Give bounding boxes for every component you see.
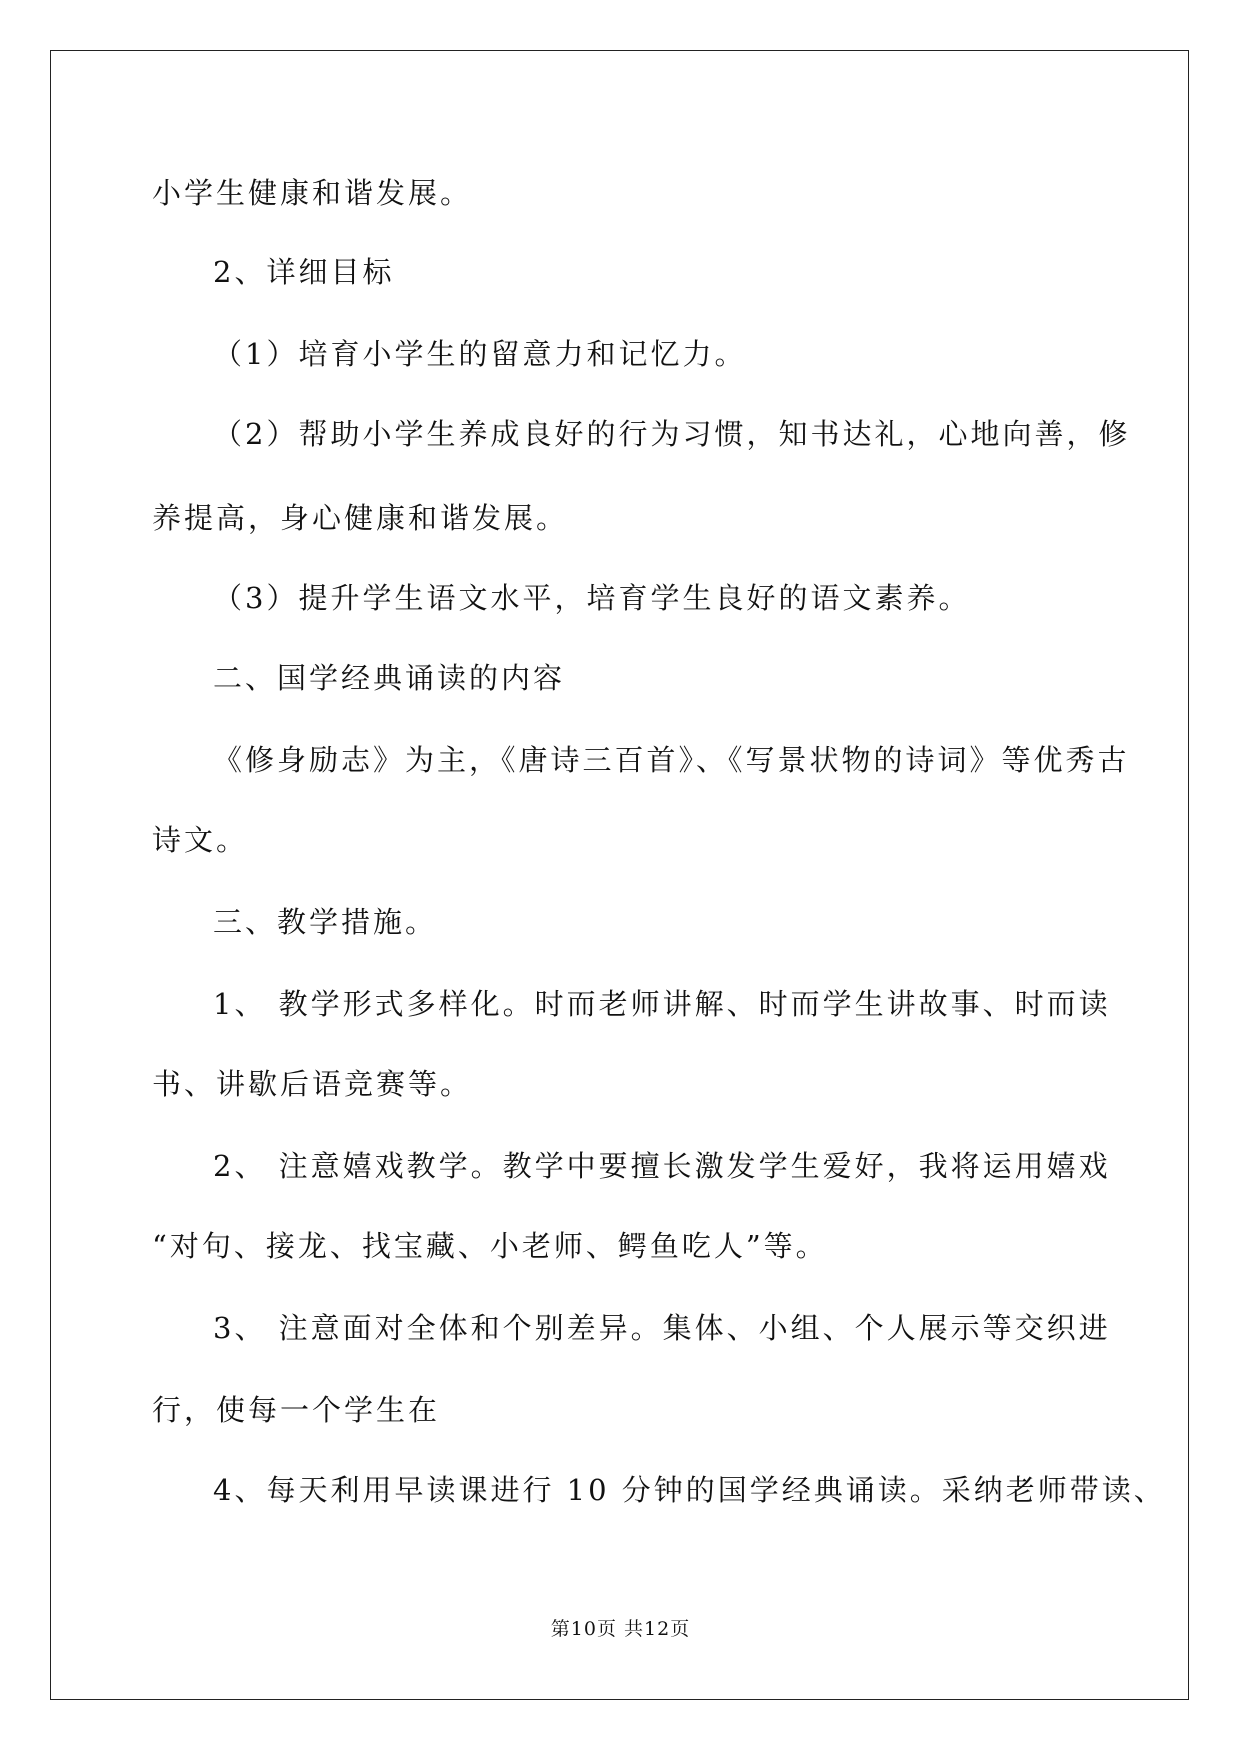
text-line: 书、讲歇后语竞赛等。: [152, 1067, 473, 1101]
text-line: 养提高，身心健康和谐发展。: [152, 501, 569, 535]
text-line: （1）培育小学生的留意力和记忆力。: [213, 337, 747, 371]
text-line: 3、 注意面对全体和个别差异。集体、小组、个人展示等交织进: [213, 1311, 1111, 1345]
text-line: “对句、接龙、找宝藏、小老师、鳄鱼吃人”等。: [152, 1229, 828, 1263]
text-line: 行，使每一个学生在: [152, 1393, 441, 1427]
text-line: （2）帮助小学生养成良好的行为习惯，知书达礼，心地向善，修: [213, 417, 1131, 451]
text-line: （3）提升学生语文水平，培育学生良好的语文素养。: [213, 581, 971, 615]
section-heading: 三、教学措施。: [213, 905, 438, 939]
text-line: 2、 注意嬉戏教学。教学中要擅长激发学生爱好，我将运用嬉戏: [213, 1149, 1111, 1183]
text-line: 《修身励志》为主，《唐诗三百首》、《写景状物的诗词》等优秀古: [213, 743, 1130, 777]
page-border: [50, 50, 1189, 1700]
text-line: 诗文。: [152, 823, 249, 857]
text-line: 1、 教学形式多样化。时而老师讲解、时而学生讲故事、时而读: [213, 987, 1111, 1021]
text-line: 小学生健康和谐发展。: [152, 176, 473, 210]
text-line: 2、详细目标: [213, 255, 395, 289]
text-line: 4、每天利用早读课进行 10 分钟的国学经典诵读。采纳老师带读、: [213, 1473, 1166, 1507]
section-heading: 二、国学经典诵读的内容: [213, 661, 566, 695]
page-number-footer: 第10页 共12页: [550, 1618, 691, 1640]
